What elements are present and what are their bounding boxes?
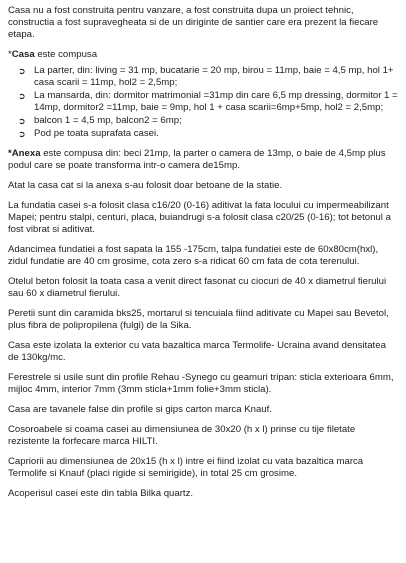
arrow-bullet-icon: ➲ <box>18 116 26 126</box>
casa-heading-bold: Casa <box>11 49 35 60</box>
arrow-bullet-icon: ➲ <box>18 91 26 101</box>
paragraph-adancime-fundatie: Adancimea fundatiei a fost sapata la 155 -175cm, talpa fundatiei este de 60x80cm(hxl), zidul fundatie are 40 cm grosime, cota zero s-a ridicat 60 cm fata de cota terenului. <box>8 244 379 267</box>
paragraph-capriori: Capriorii au dimensiunea de 20x15 (h x l) intre ei fiind izolat cu vata bazaltica marca Termolife si Knauf (placi rigide si semirigide), in total 25 cm grosime. <box>8 456 364 479</box>
paragraph-tavane: Casa are tavanele false din profile si gips carton marca Knauf. <box>8 404 272 415</box>
casa-heading-rest: este compusa <box>34 49 98 60</box>
paragraph-ferestre: Ferestrele si usile sunt din profile Rehau -Synego cu geamuri tripan: sticla exterioara 6mm, mijloc 4mm, interior 7mm (3mm sticla+1mm folie+3mm sticla). <box>8 372 394 395</box>
paragraph-acoperis: Acoperisul casei este din tabla Bilka quartz. <box>8 488 194 499</box>
anexa-paragraph <box>8 148 398 172</box>
paragraph-fundatie-beton: La fundatia casei s-a folosit clasa c16/20 (0-16) aditivat la fata locului cu impermeabilizant Mapei; pentru stalpi, centuri, placa, buiandrugi s-a folosit clasa c20/25 (0-16); tot betonul a fost vibrat si aditivat. <box>8 200 391 235</box>
paragraph-cosoroabe: Cosoroabele si coama casei au dimensiunea de 30x20 (h x l) prinse cu tije filetate rezistente la forfecare marca HILTI. <box>8 424 356 447</box>
paragraph-betoane: Atat la casa cat si la anexa s-au folosit doar betoane de la statie. <box>8 180 283 191</box>
arrow-bullet-icon: ➲ <box>18 129 26 139</box>
list-item-text: Pod pe toata suprafata casei. <box>34 128 159 139</box>
casa-rooms-list <box>8 65 398 140</box>
list-item <box>8 115 398 127</box>
list-item <box>8 90 398 114</box>
casa-heading-prefix: * <box>8 49 12 60</box>
paragraph-otel-beton: Otelul beton folosit la toata casa a venit direct fasonat cu ciocuri de 40 x diametrul fierului sau 60 x diametrul fierului. <box>8 276 387 299</box>
anexa-heading-bold: *Anexa <box>8 148 41 159</box>
list-item-text: balcon 1 = 4,5 mp, balcon2 = 6mp; <box>34 115 182 126</box>
paragraph-pereti: Peretii sunt din caramida bks25, mortarul si tencuiala fiind aditivate cu Mapei sau Bevetol, plus fibra de polipropilena (fulgi) de la Sika. <box>8 308 389 331</box>
list-item-text: La parter, din: living = 31 mp, bucatarie = 20 mp, birou = 11mp, baie = 4,5 mp, hol 1+ casa scarii = 11mp, hol2 = 2,5mp; <box>34 65 394 88</box>
list-item-text: La mansarda, din: dormitor matrimonial =31mp din care 6,5 mp dressing, dormitor 1 = 14mp, dormitor2 =11mp, baie = 9mp, hol 1 + casa scarii=6mp+5mp, hol2 = 2,5mp; <box>34 90 398 113</box>
list-item <box>8 65 398 89</box>
casa-heading <box>8 49 398 61</box>
intro-paragraph: Casa nu a fost construita pentru vanzare, a fost construita dupa un proiect tehnic, constructia a fost supravegheata si de un diriginte de santier care era prezent la fiecare etapa. <box>8 5 379 40</box>
list-item <box>8 128 398 140</box>
arrow-bullet-icon: ➲ <box>18 66 26 76</box>
anexa-text: este compusa din: beci 21mp, la parter o camera de 13mp, o baie de 4,5mp plus podul care se poate transforma intr-o camera de15mp. <box>8 148 386 171</box>
paragraph-izolatie: Casa este izolata la exterior cu vata bazaltica marca Termolife- Ucraina avand densitatea de 130kg/mc. <box>8 340 386 363</box>
